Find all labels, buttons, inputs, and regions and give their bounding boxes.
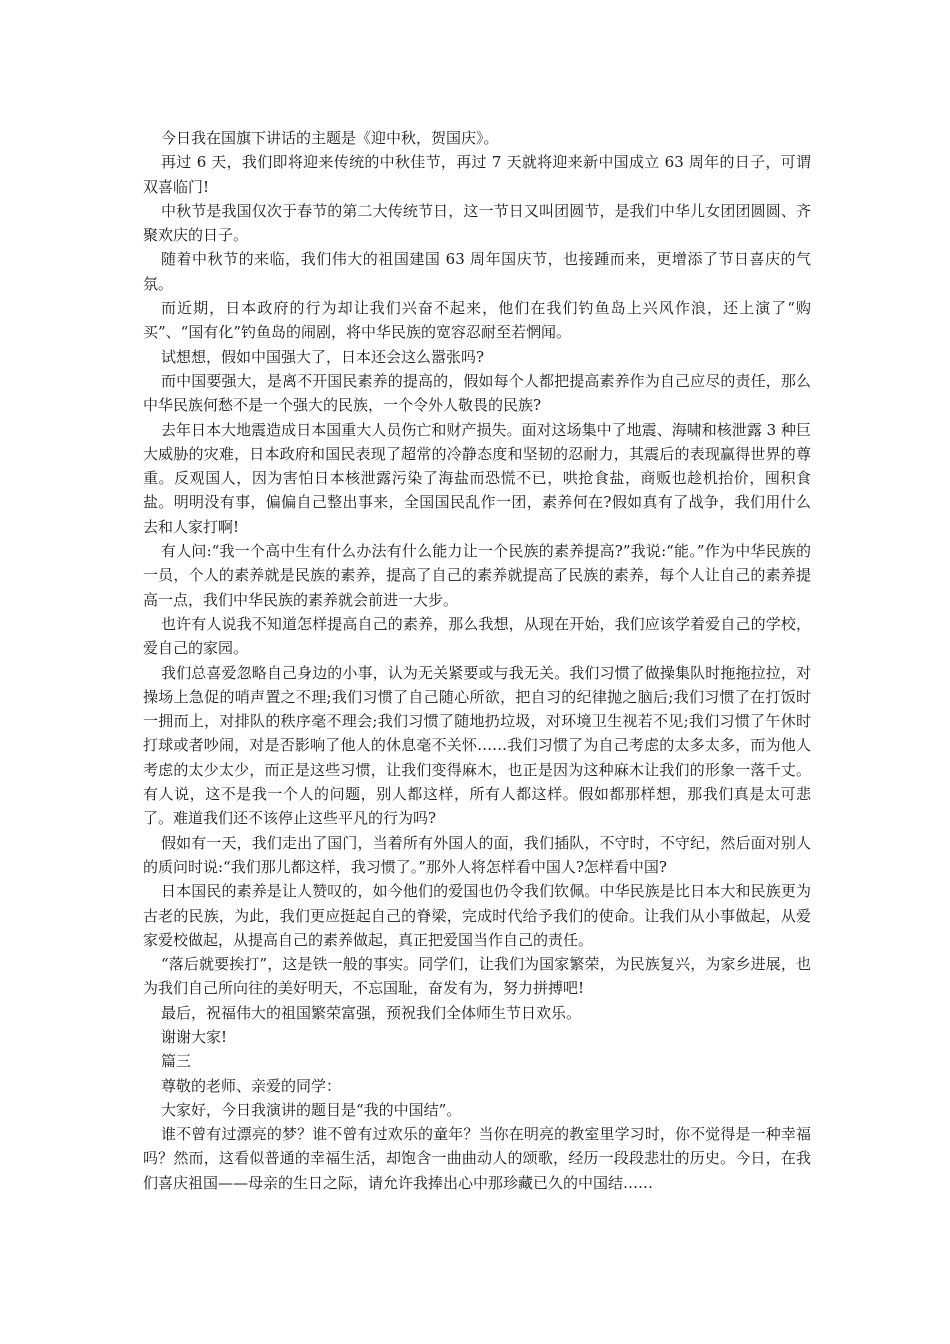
section-heading: 篇三 [161,1052,192,1071]
paragraph-mid-autumn: 中秋节是我国仅次于春节的第二大传统节日，这一节日又叫团圆节，是我们中华儿女团团圆圆、齐聚欢庆的日子。 [143,201,811,245]
paragraph-backwardness: “落后就要挨打”，这是铁一般的事实。同学们，让我们为国家繁荣，为民族复兴，为家乡进展，也为我们自己所向往的美好明天，不忘国耻，奋发有为，努力拼搏吧! [143,955,811,998]
paragraph-thanks: 谢谢大家! [161,1027,228,1046]
paragraph-japanese-citizens: 日本国民的素养是让人赞叹的，如今他们的爱国也仍令我们钦佩。中华民族是比日本大和民族更为古老的民族，为此，我们更应挺起自己的脊梁，完成时代给予我们的使命。让我们从小事做起，从爱家爱校做起，从提高自己的素养做起，真正把爱国当作自己的责任。 [143,882,811,949]
document-body [143,126,811,1195]
paragraph-salutation: 尊敬的老师、亲爱的同学： [161,1076,342,1095]
paragraph-habits: 我们总喜爱忽略自己身边的小事，认为无关紧要或与我无关。我们习惯了做操集队时拖拖拉拉，对操场上急促的哨声置之不理;我们习惯了自己随心所欲，把自习的纪律抛之脑后;我们习惯了在打饭时一拥而上，对排队的秩序毫不理会;我们习惯了随地扔垃圾，对环境卫生视若不见;我们习惯了午休时打球或者吵闹，对是否影响了他人的休息毫不关怀……我们习惯了为自己考虑的太多太多，而为他人考虑的太少太少，而正是这些习惯，让我们变得麻木，也正是因为这种麻木让我们的形象一落千丈。有人说，这不是我一个人的问题，别人都这样，所有人都这样。假如都那样想，那我们真是太可悲了。难道我们还不该停止这些平凡的行为吗? [143,663,811,828]
paragraph-speech-topic: 大家好，今日我演讲的题目是“我的中国结”。 [161,1100,462,1119]
paragraph-abroad: 假如有一天，我们走出了国门，当着所有外国人的面，我们插队，不守时，不守纪，然后面对别人的质问时说:“我们那儿都这样，我习惯了。”那外人将怎样看中国人?怎样看中国? [143,833,811,876]
paragraph-dream: 谁不曾有过漂亮的梦？谁不曾有过欢乐的童年？当你在明亮的教室里学习时，你不觉得是一种幸福吗？然而，这看似普通的幸福生活，却饱含一曲曲动人的颂歌，经历一段段悲壮的历史。今日，在我们喜庆祖国——母亲的生日之际，请允许我捧出心中那珍藏已久的中国结…… [143,1125,811,1192]
paragraph-blessing: 最后，祝福伟大的祖国繁荣富强，预祝我们全体师生节日欢乐。 [161,1003,582,1022]
paragraph-love-school: 也许有人说我不知道怎样提高自己的素养，那么我想，从现在开始，我们应该学着爱自己的学校，爱自己的家园。 [143,614,811,658]
paragraph-national-quality: 而中国要强大，是离不开国民素养的提高的，假如每个人都把提高素养作为自己应尽的责任，那么中华民族何愁不是一个强大的民族，一个令外人敬畏的民族? [143,371,811,415]
paragraph-diaoyu-islands: 而近期，日本政府的行为却让我们兴奋不起来，他们在我们钓鱼岛上兴风作浪，还上演了“购买”、“国有化”钓鱼岛的闹剧，将中华民族的宽容忍耐至若惘闻。 [143,299,811,342]
paragraph-national-day: 随着中秋节的来临，我们伟大的祖国建国 63 周年国庆节，也接踵而来，更增添了节日喜庆的气氛。 [143,250,811,293]
paragraph-question: 试想想，假如中国强大了，日本还会这么嚣张吗? [161,347,485,366]
paragraph-title-topic: 今日我在国旗下讲话的主题是《迎中秋，贺国庆》。 [161,129,499,147]
paragraph-earthquake: 去年日本大地震造成日本国重大人员伤亡和财产损失。面对这场集中了地震、海啸和核泄露 3 种巨大威胁的灾难，日本政府和国民表现了超常的冷静态度和坚韧的忍耐力，其震后的表现赢得世界的尊重。反观国人，因为害怕日本核泄露污染了海盐而恐慌不已，哄抢食盐，商贩也趁机抬价，囤积食盐。明明没有事，偏偏自己整出事来，全国国民乱作一团，素养何在?假如真有了战争，我们用什么去和人家打啊! [143,420,811,536]
paragraph-student-question: 有人问:“我一个高中生有什么办法有什么能力让一个民族的素养提高?”我说:“能。”作为中华民族的一员，个人的素养就是民族的素养，提高了自己的素养就提高了民族的素养，每个人让自己的素养提高一点，我们中华民族的素养就会前进一大步。 [143,542,811,609]
paragraph-double-festival: 再过 6 天，我们即将迎来传统的中秋佳节，再过 7 天就将迎来新中国成立 63 周年的日子，可谓双喜临门! [143,153,811,196]
